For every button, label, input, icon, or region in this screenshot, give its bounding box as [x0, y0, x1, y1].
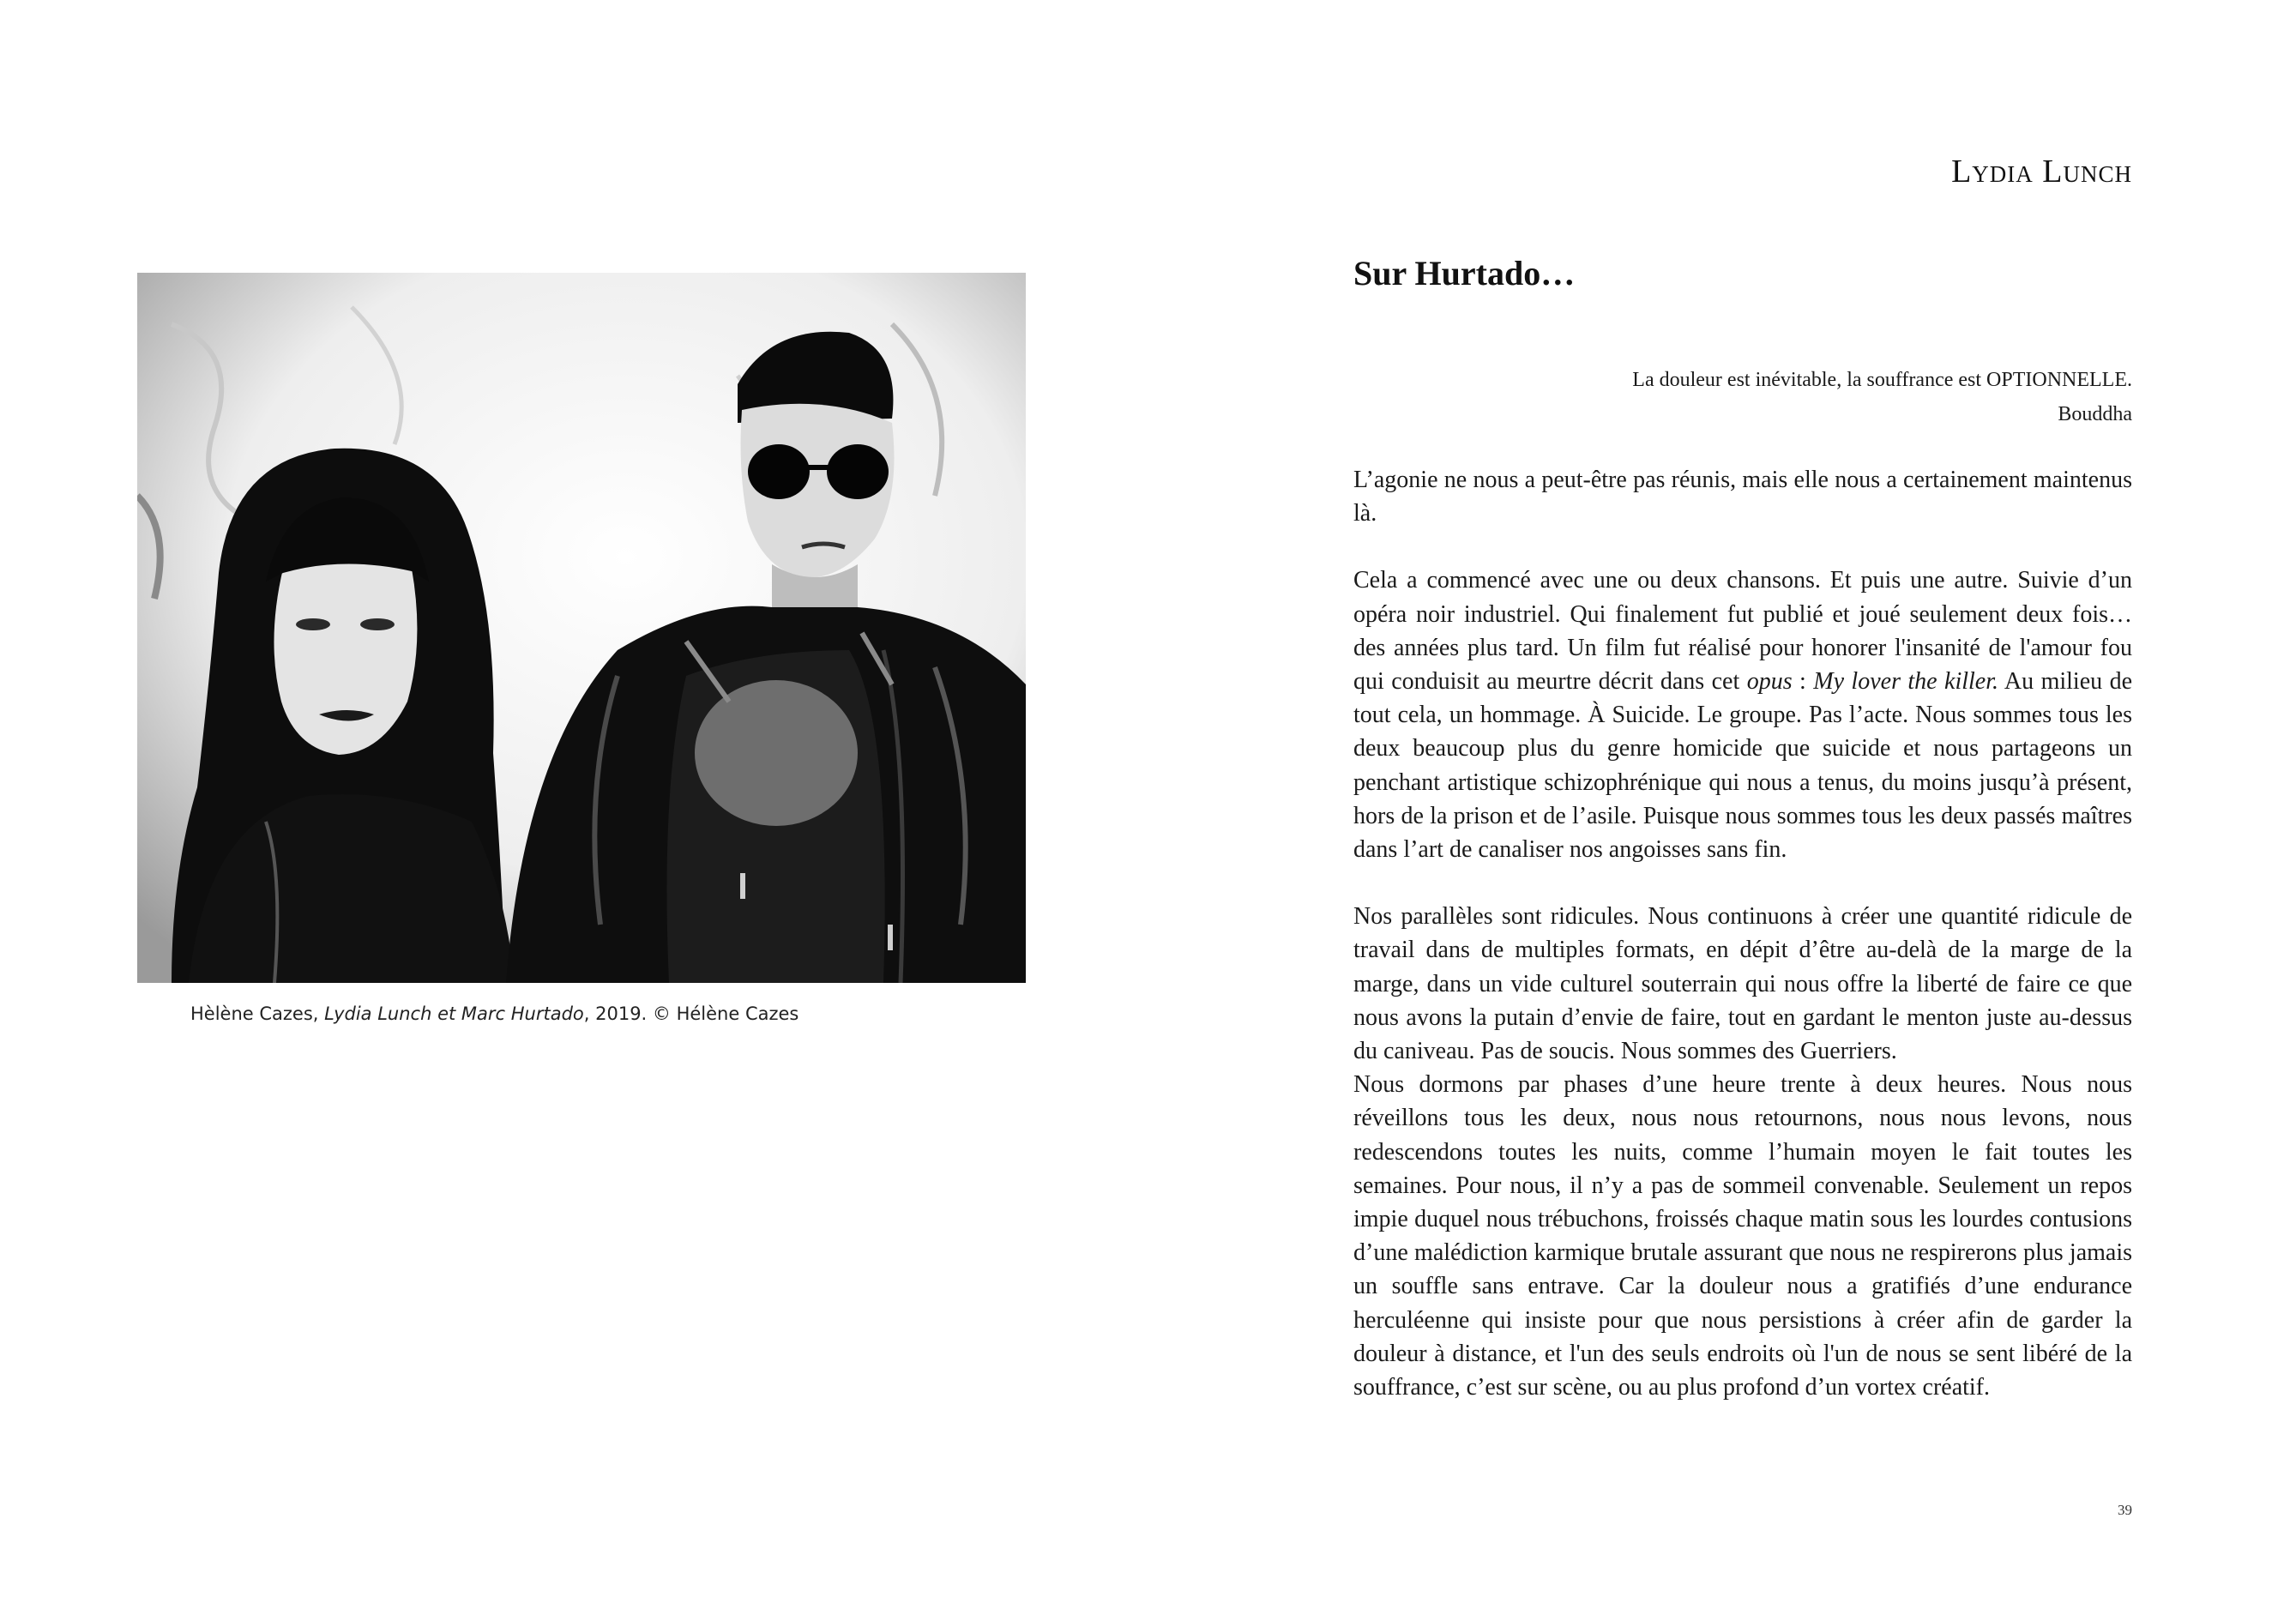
photo-caption [190, 1003, 1031, 1024]
paragraph-2-start: Cela a commencé avec une ou deux chansons. Et puis une autre. Suivie d’un opéra noir industriel. Qui finalement fut publié et joué seulement deux fois… des années plus tard. Un film fut réalisé pour honorer l'insanité de l'amour fou qui conduisit au meurtre décrit dans cet [1353, 567, 2132, 696]
chapter-title: Sur Hurtado… [1353, 254, 1576, 292]
paragraph-1: L’agonie ne nous a peut-être pas réunis, mais elle nous a certainement maintenus là. [1353, 467, 2132, 527]
paragraph-2-end: Au milieu de tout cela, un hommage. À Suicide. Le groupe. Pas l’acte. Nous sommes tous les deux beaucoup plus du genre homicide que suicide et nous partageons un penchant artistique schizophrénique qui nous a tenus, du moins jusqu’à présent, hors de la prison et de l’asile. Puisque nous sommes tous les deux passés maîtres dans l’art de canaliser nos angoisses sans fin. [1353, 668, 2133, 864]
caption-title: Lydia Lunch et Marc Hurtado [324, 1003, 584, 1024]
body-text [1353, 463, 2132, 1404]
paragraph-2-film-title: My lover the killer. [1813, 668, 1999, 696]
page-number: 39 [2118, 1502, 2132, 1518]
epigraph-quote: La douleur est inévitable, la souffrance est OPTIONNELLE. [1632, 369, 2132, 391]
caption-author: Hèlène Cazes, [190, 1003, 325, 1024]
paragraph-3: Nos parallèles sont ridicules. Nous continuons à créer une quantité ridicule de travail dans de multiples formats, en dépit d’être au-delà de la marge de la marge, dans un vide culturel souterrain qui nous offre la liberté de faire ce que nous avons la putain d’envie de faire, tout en gardant le menton juste au-dessus du caniveau. Pas de soucis. Nous sommes des Guerriers. [1353, 903, 2132, 1065]
running-head: Lydia Lunch [1951, 154, 2132, 190]
paragraph-4: Nous dormons par phases d’une heure trente à deux heures. Nous nous réveillons tous les deux, nous nous retournons, nous nous levons, nous redescendons toutes les nuits, comme l’humain moyen le fait toutes les semaines. Pour nous, il n’y a pas de sommeil convenable. Seulement un repos impie duquel nous trébuchons, froissés chaque matin sous les lourdes contusions d’une malédiction karmique brutale assurant que nous ne respirerons plus jamais un souffle sans entrave. Car la douleur nous a gratifiés d’une endurance herculéenne qui insiste pour que nous persistions à créer afin de garder la douleur à distance, et l'un des seuls endroits où l'un de nous se sent libéré de la souffrance, c’est sur scène, ou au plus profond d’un vortex créatif. [1353, 1071, 2132, 1401]
paragraph-2-colon: : [1792, 668, 1814, 696]
epigraph [1632, 363, 2132, 431]
paragraph-2 [1353, 563, 2132, 866]
photo-lydia-lunch-marc-hurtado [137, 273, 1026, 983]
epigraph-attribution: Bouddha [2058, 403, 2132, 425]
paragraph-2-opus: opus [1746, 668, 1793, 696]
caption-details: , 2019. © Hélène Cazes [583, 1003, 799, 1024]
